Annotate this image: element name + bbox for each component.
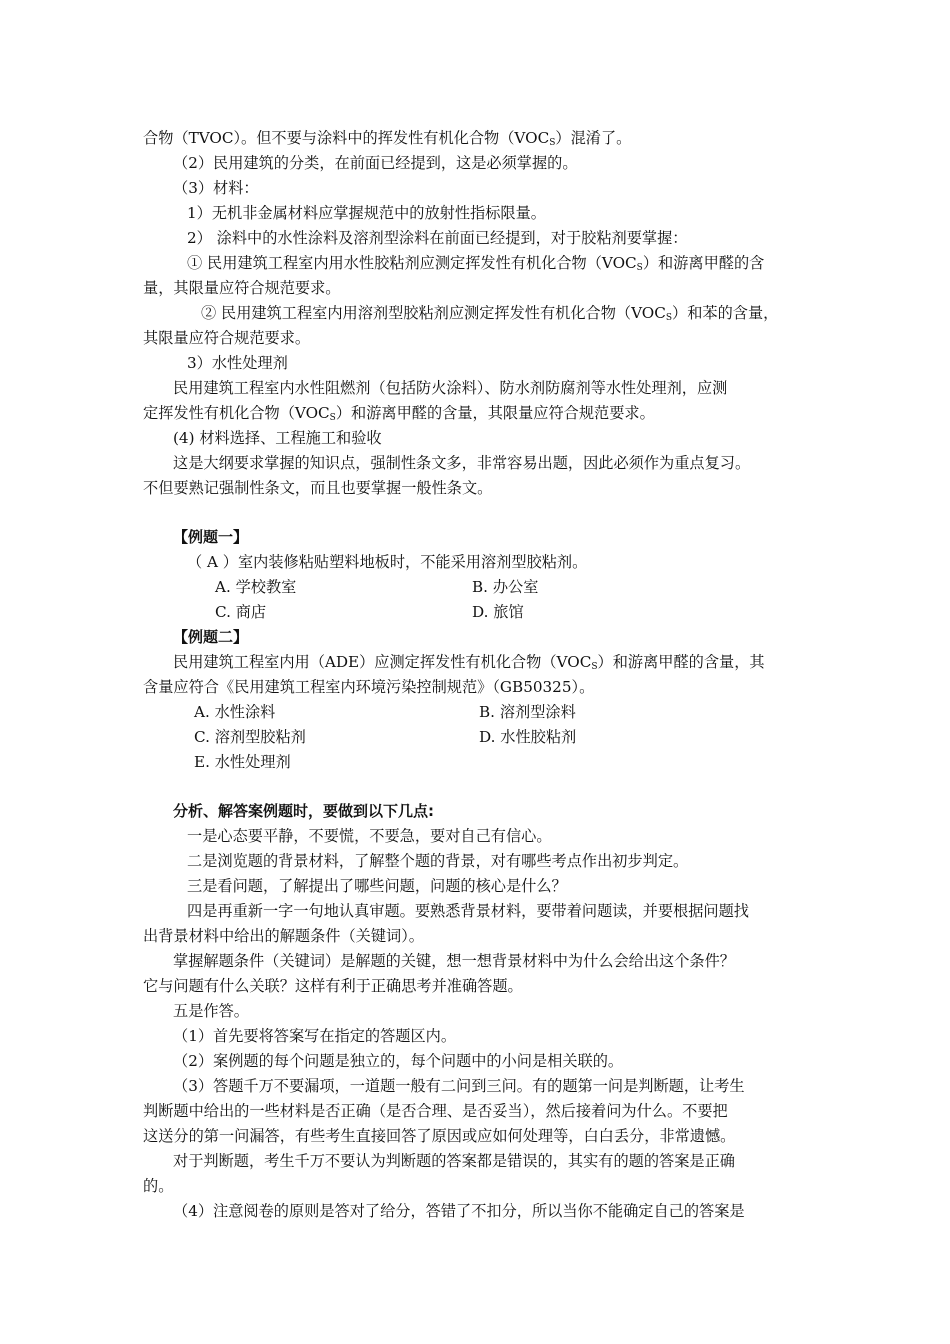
text-line: （4）注意阅卷的原则是答对了给分，答错了不扣分，所以当你不能确定自己的答案是	[173, 1202, 745, 1220]
text-line: 二是浏览题的背景材料，了解整个题的背景，对有哪些考点作出初步判定。	[187, 852, 689, 870]
text-line: 量，其限量应符合规范要求。	[143, 279, 341, 297]
option-c: C. 商店	[215, 603, 267, 621]
text-line: 对于判断题，考生千万不要认为判断题的答案都是错误的，其实有的题的答案是正确	[173, 1152, 735, 1170]
text-line: （2）民用建筑的分类，在前面已经提到，这是必须掌握的。	[173, 154, 578, 172]
option-d: D. 旅馆	[472, 603, 524, 621]
text-line: ① 民用建筑工程室内用水性胶粘剂应测定挥发性有机化合物$(VOC_S)$和游离甲醛的含	[187, 254, 765, 273]
option-b: B. 办公室	[472, 578, 539, 596]
example-one-title: 【例题一】	[173, 528, 249, 546]
option-e: E. 水性处理剂	[194, 753, 291, 771]
option-c: C. 溶剂型胶粘剂	[194, 728, 306, 746]
text-line: 它与问题有什么关联？这样有利于正确思考并准确答题。	[143, 977, 523, 995]
text-line: 判断题中给出的一些材料是否正确（是否合理、是否妥当），然后接着问为什么。不要把	[143, 1102, 728, 1120]
text-line: 三是看问题，了解提出了哪些问题，问题的核心是什么？	[187, 877, 567, 895]
text-line: （3）材料：	[173, 179, 259, 197]
text-line: 3）水性处理剂	[187, 354, 288, 372]
text-line: （1）首先要将答案写在指定的答题区内。	[173, 1027, 457, 1045]
text-line: 合物（TVOC）。但不要与涂料中的挥发性有机化合物$(VOC_S)$混淆了。	[143, 129, 632, 148]
text-line: （3）答题千万不要漏项，一道题一般有二问到三问。有的题第一问是判断题，让考生	[173, 1077, 745, 1095]
text-line: 不但要熟记强制性条文，而且也要掌握一般性条文。	[143, 479, 493, 497]
text-line: 掌握解题条件（关键词）是解题的关键，想一想背景材料中为什么会给出这个条件？	[173, 952, 735, 970]
text-line: 定挥发性有机化合物$(VOC_S)$和游离甲醛的含量，其限量应符合规范要求。	[143, 404, 655, 423]
text-line: 一是心态要平静，不要慌，不要急，要对自己有信心。	[187, 827, 552, 845]
text-line: 的。	[143, 1177, 174, 1195]
option-a: A. 水性涂料	[194, 703, 276, 721]
text-line: 四是再重新一字一句地认真审题。要熟悉背景材料，要带着问题读，并要根据问题找	[187, 902, 749, 920]
text-line: 五是作答。	[173, 1002, 249, 1020]
example-two-question: 民用建筑工程室内用（ADE）应测定挥发性有机化合物$(VOC_S)$和游离甲醛的含量，其	[173, 653, 765, 672]
example-two-title: 【例题二】	[173, 628, 249, 646]
text-line: 出背景材料中给出的解题条件（关键词）。	[143, 927, 424, 945]
text-line: 民用建筑工程室内水性阻燃剂（包括防火涂料）、防水剂防腐剂等水性处理剂，应测	[173, 379, 728, 397]
text-line: (4) 材料选择、工程施工和验收	[173, 429, 382, 447]
text-line: 这送分的第一问漏答，有些考生直接回答了原因或应如何处理等，白白丢分，非常遗憾。	[143, 1127, 736, 1145]
option-a: A. 学校教室	[215, 578, 297, 596]
example-one-question: （ A ）室内装修粘贴塑料地板时，不能采用溶剂型胶粘剂。	[187, 553, 588, 571]
text-line: 其限量应符合规范要求。	[143, 329, 311, 347]
text-line: （2）案例题的每个问题是独立的，每个问题中的小问是相关联的。	[173, 1052, 624, 1070]
option-d: D. 水性胶粘剂	[479, 728, 577, 746]
analysis-title: 分析、解答案例题时，要做到以下几点:	[173, 802, 435, 820]
example-two-question-cont: 含量应符合《民用建筑工程室内环境污染控制规范》（GB50325）。	[143, 678, 595, 696]
text-line: ② 民用建筑工程室内用溶剂型胶粘剂应测定挥发性有机化合物$(VOC_S)$和苯的含量，	[201, 304, 779, 323]
text-line: 这是大纲要求掌握的知识点，强制性条文多，非常容易出题，因此必须作为重点复习。	[173, 454, 751, 472]
option-b: B. 溶剂型涂料	[479, 703, 576, 721]
text-line: 2） 涂料中的水性涂料及溶剂型涂料在前面已经提到，对于胶粘剂要掌握：	[187, 229, 688, 247]
text-line: 1）无机非金属材料应掌握规范中的放射性指标限量。	[187, 204, 546, 222]
